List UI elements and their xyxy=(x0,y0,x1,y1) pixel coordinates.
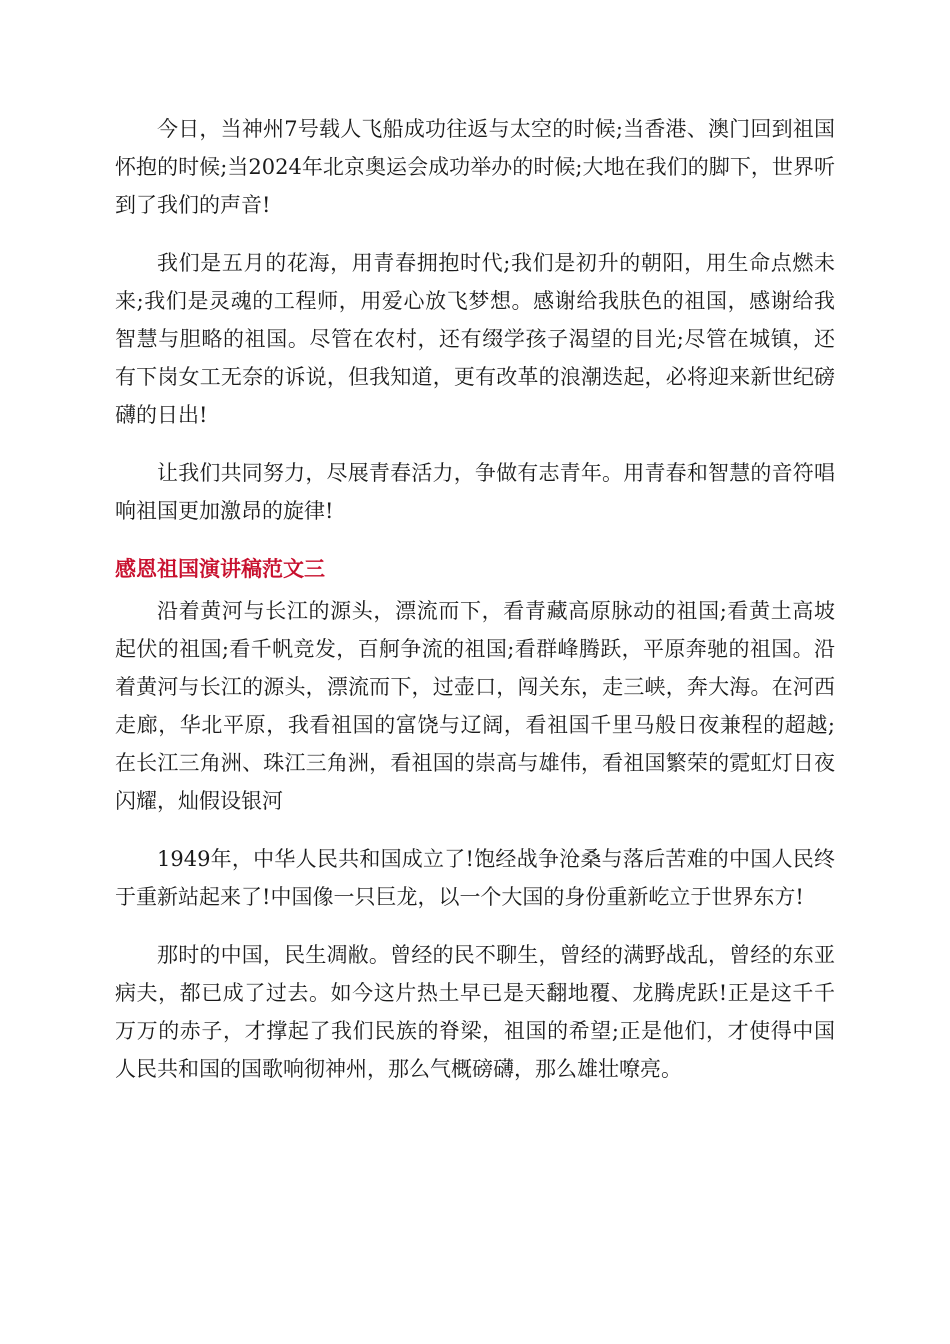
paragraph: 今日，当神州7号载人飞船成功往返与太空的时候;当香港、澳门回到祖国怀抱的时候;当2024年北京奥运会成功举办的时候;大地在我们的脚下，世界听到了我们的声音! xyxy=(115,117,835,217)
paragraph: 1949年，中华人民共和国成立了!饱经战争沧桑与落后苦难的中国人民终于重新站起来了!中国像一只巨龙，以一个大国的身份重新屹立于世界东方! xyxy=(115,847,835,909)
document-body xyxy=(115,110,835,1108)
paragraph: 让我们共同努力，尽展青春活力，争做有志青年。用青春和智慧的音符唱响祖国更加激昂的旋律! xyxy=(115,461,835,523)
paragraph: 那时的中国，民生凋敝。曾经的民不聊生，曾经的满野战乱，曾经的东亚病夫，都已成了过去。如今这片热土早已是天翻地覆、龙腾虎跃!正是这千千万万的赤子，才撑起了我们民族的脊梁，祖国的希望;正是他们，才使得中国人民共和国的国歌响彻神州，那么气概磅礴，那么雄壮嘹亮。 xyxy=(115,943,835,1081)
section-heading: 感恩祖国演讲稿范文三 xyxy=(115,557,325,581)
paragraph: 我们是五月的花海，用青春拥抱时代;我们是初升的朝阳，用生命点燃未来;我们是灵魂的工程师，用爱心放飞梦想。感谢给我肤色的祖国，感谢给我智慧与胆略的祖国。尽管在农村，还有缀学孩子渴望的目光;尽管在城镇，还有下岗女工无奈的诉说，但我知道，更有改革的浪潮迭起，必将迎来新世纪磅礴的日出! xyxy=(115,251,835,427)
paragraph: 沿着黄河与长江的源头，漂流而下，看青藏高原脉动的祖国;看黄土高坡起伏的祖国;看千帆竞发，百舸争流的祖国;看群峰腾跃，平原奔驰的祖国。沿着黄河与长江的源头，漂流而下，过壶口，闯关东，走三峡，奔大海。在河西走廊，华北平原，我看祖国的富饶与辽阔，看祖国千里马般日夜兼程的超越;在长江三角洲、珠江三角洲，看祖国的崇高与雄伟，看祖国繁荣的霓虹灯日夜闪耀，灿假设银河 xyxy=(115,599,835,813)
